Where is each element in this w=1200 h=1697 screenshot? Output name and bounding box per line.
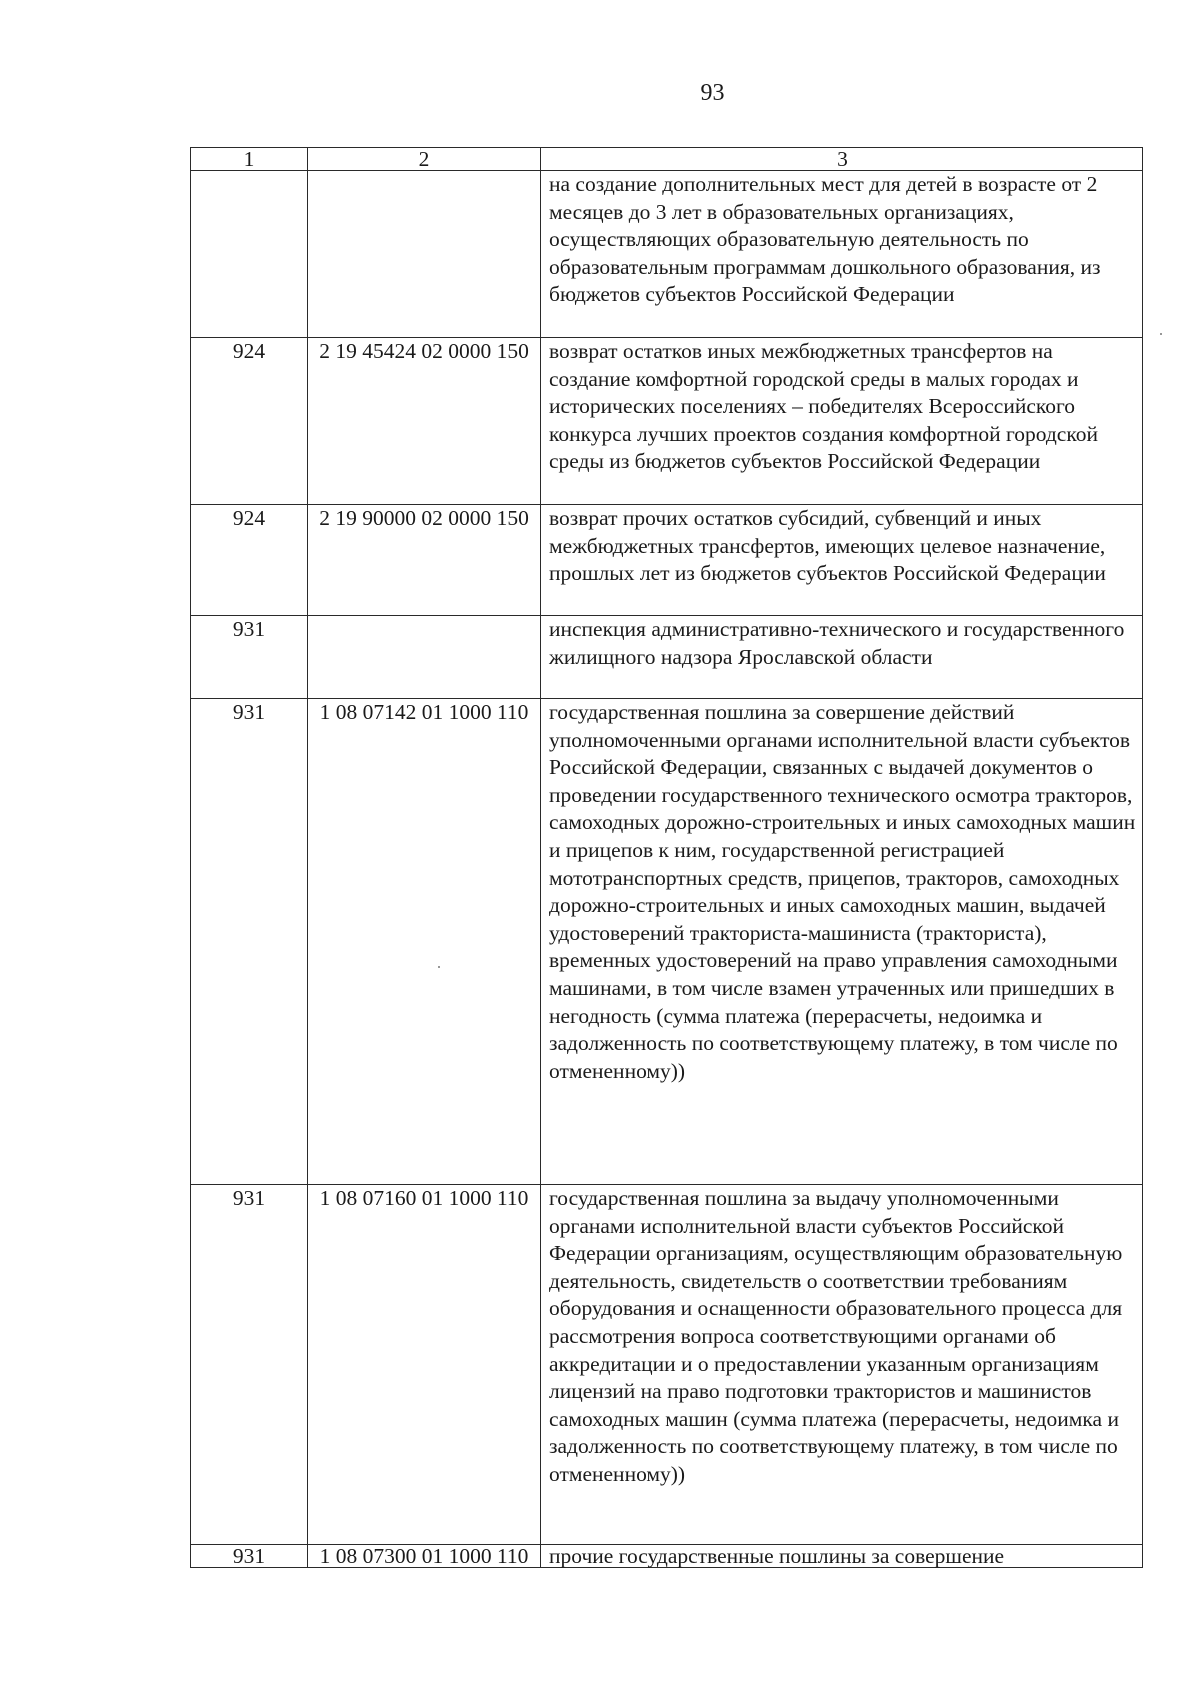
table-row: [191, 1185, 1143, 1545]
admin-code-cell: 931: [191, 1545, 308, 1568]
scan-speck: [438, 966, 440, 968]
column-header-3: 3: [541, 148, 1143, 171]
revenue-code-cell: [308, 171, 541, 338]
admin-code-cell: 924: [191, 338, 308, 505]
admin-code-cell: 924: [191, 505, 308, 616]
column-header-2: 2: [308, 148, 541, 171]
admin-code-cell: [191, 171, 308, 338]
table-row: [191, 1545, 1143, 1568]
revenue-code-cell: 1 08 07142 01 1000 110: [308, 699, 541, 1185]
admin-code-cell: 931: [191, 1185, 308, 1545]
admin-code-cell: 931: [191, 616, 308, 699]
revenue-code-cell: 2 19 45424 02 0000 150: [308, 338, 541, 505]
page-number: 93: [700, 80, 725, 106]
budget-codes-table: [190, 147, 1143, 1568]
column-header-1: 1: [191, 148, 308, 171]
table-row: [191, 171, 1143, 338]
table-row: [191, 505, 1143, 616]
revenue-code-cell: [308, 616, 541, 699]
table-row: [191, 338, 1143, 505]
table-header-row: [191, 148, 1143, 171]
description-cell: прочие государственные пошлины за совершение: [541, 1545, 1143, 1568]
description-cell: возврат прочих остатков субсидий, субвенций и иных межбюджетных трансфертов, имеющих целевое назначение, прошлых лет из бюджетов субъектов Российской Федерации: [541, 505, 1143, 616]
description-cell: государственная пошлина за выдачу уполномоченными органами исполнительной власти субъектов Российской Федерации организациям, осуществляющим образовательную деятельность, свидетельств о соответствии требованиям оборудования и оснащенности образовательного процесса для рассмотрения вопроса соответствующими органами об аккредитации и о предоставлении указанным организациям лицензий на право подготовки трактористов и машинистов самоходных машин (сумма платежа (перерасчеты, недоимка и задолженность по соответствующему платежу, в том числе по отмененному)): [541, 1185, 1143, 1545]
admin-code-cell: 931: [191, 699, 308, 1185]
description-cell: инспекция административно-технического и государственного жилищного надзора Ярославской области: [541, 616, 1143, 699]
description-cell: государственная пошлина за совершение действий уполномоченными органами исполнительной власти субъектов Российской Федерации, связанных с выдачей документов о проведении государственного технического осмотра тракторов, самоходных дорожно-строительных и иных самоходных машин и прицепов к ним, государственной регистрацией мототранспортных средств, прицепов, тракторов, самоходных дорожно-строительных и иных самоходных машин, выдачей удостоверений тракториста-машиниста (тракториста), временных удостоверений на право управления самоходными машинами, в том числе взамен утраченных или пришедших в негодность (сумма платежа (перерасчеты, недоимка и задолженность по соответствующему платежу, в том числе по отмененному)): [541, 699, 1143, 1185]
description-cell: возврат остатков иных межбюджетных трансфертов на создание комфортной городской среды в малых городах и исторических поселениях – победителях Всероссийского конкурса лучших проектов создания комфортной городской среды из бюджетов субъектов Российской Федерации: [541, 338, 1143, 505]
revenue-code-cell: 1 08 07300 01 1000 110: [308, 1545, 541, 1568]
table-row: [191, 616, 1143, 699]
revenue-code-cell: 1 08 07160 01 1000 110: [308, 1185, 541, 1545]
scan-speck: [1160, 333, 1162, 335]
description-cell: на создание дополнительных мест для детей в возрасте от 2 месяцев до 3 лет в образовательных организациях, осуществляющих образовательную деятельность по образовательным программам дошкольного образования, из бюджетов субъектов Российской Федерации: [541, 171, 1143, 338]
revenue-code-cell: 2 19 90000 02 0000 150: [308, 505, 541, 616]
table-row: [191, 699, 1143, 1185]
